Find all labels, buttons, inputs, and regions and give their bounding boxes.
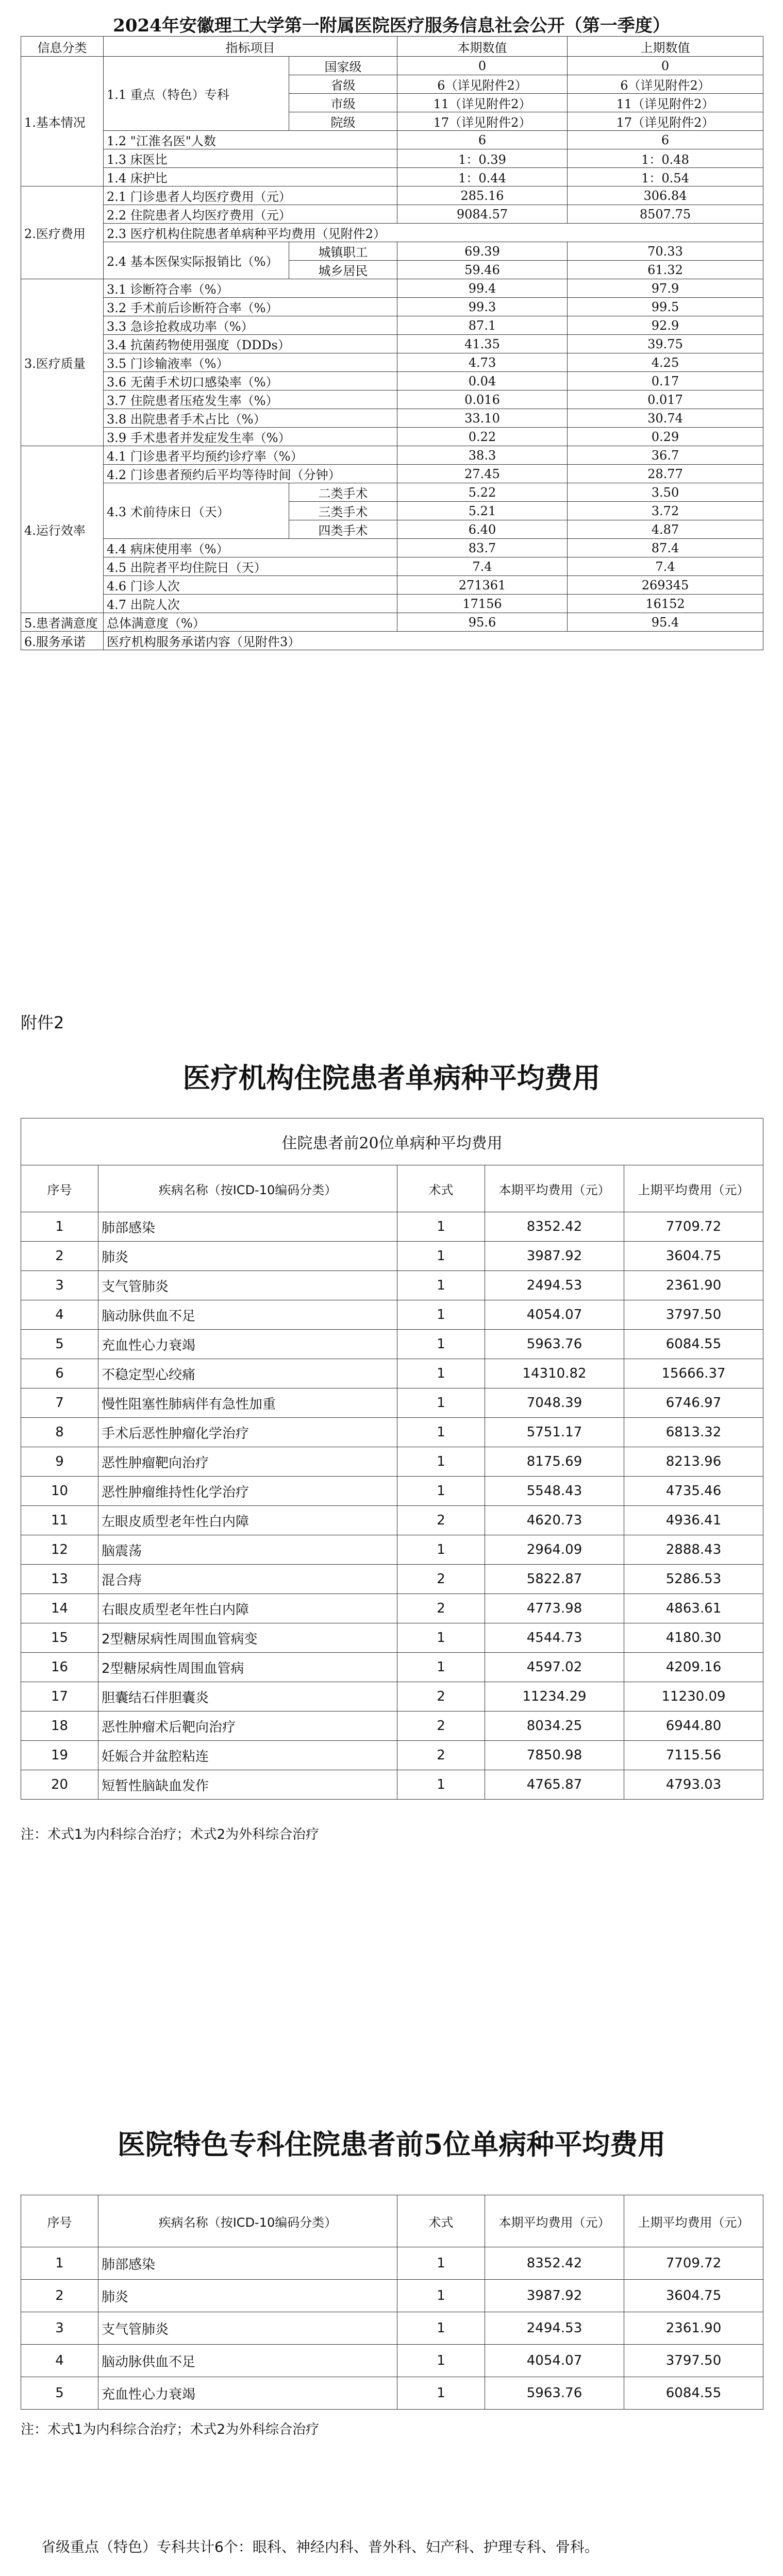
table-row [21,1477,763,1506]
table-cell: 充血性心力衰竭 [98,1330,397,1359]
table-cell: 16 [21,1653,98,1682]
current-value: 1：0.39 [397,149,568,168]
indicator-label: 1.3 床医比 [104,149,397,168]
indicator-sublabel: 院级 [289,112,397,131]
col-header: 序号 [21,2195,98,2247]
current-value: 0.04 [397,372,568,391]
indicator-label: 2.4 基本医保实际报销比（%） [104,242,289,279]
table-cell: 1 [397,1271,485,1300]
table-cell: 4054.07 [485,2345,624,2377]
table-cell: 5751.17 [485,1418,624,1447]
table-row [21,1565,763,1594]
table-cell: 支气管肺炎 [98,1271,397,1300]
table-cell: 脑动脉供血不足 [98,1300,397,1330]
current-value: 27.45 [397,465,568,483]
indicator-sublabel: 省级 [289,75,397,94]
header-previous: 上期数值 [568,37,763,57]
table-cell: 不稳定型心绞痛 [98,1359,397,1388]
top5-cost-table [21,2195,763,2410]
table-cell: 短暂性脑缺血发作 [98,1770,397,1800]
table-cell: 3 [21,1271,98,1300]
previous-value: 30.74 [568,409,763,428]
annex2-label: 附件2 [21,1013,64,1032]
indicator-sublabel: 三类手术 [289,502,397,520]
table-cell: 1 [397,1300,485,1330]
previous-value: 87.4 [568,539,763,557]
previous-value: 70.33 [568,242,763,261]
table-cell: 13 [21,1565,98,1594]
category-efficiency: 4.运行效率 [21,446,104,613]
col-header: 疾病名称（按ICD-10编码分类） [98,2195,397,2247]
current-value: 9084.57 [397,205,568,224]
table-cell: 1 [397,1212,485,1242]
table-cell: 手术后恶性肿瘤化学治疗 [98,1418,397,1447]
previous-value: 11（详见附件2） [568,94,763,112]
table-cell: 7048.39 [485,1388,624,1418]
indicator-label: 4.4 病床使用率（%） [104,539,397,557]
table-cell: 10 [21,1477,98,1506]
table-cell: 9 [21,1447,98,1477]
table-cell: 妊娠合并盆腔粘连 [98,1741,397,1770]
category-quality: 3.医疗质量 [21,279,104,446]
indicator-label: 3.5 门诊输液率（%） [104,353,397,372]
indicator-label: 4.1 门诊患者平均预约诊疗率（%） [104,446,397,465]
col-header: 术式 [397,1165,485,1212]
current-value: 38.3 [397,446,568,465]
col-header: 序号 [21,1165,98,1212]
table-cell: 8034.25 [485,1711,624,1741]
table-cell: 肺炎 [98,1242,397,1271]
table-cell: 2 [397,1594,485,1623]
previous-value: 17（详见附件2） [568,112,763,131]
table-cell: 2型糖尿病性周围血管病变 [98,1623,397,1653]
indicator-label: 4.6 门诊人次 [104,576,397,595]
indicator-label: 4.7 出院人次 [104,595,397,613]
table-cell: 慢性阻塞性肺病伴有急性加重 [98,1388,397,1418]
table-row [21,2280,763,2312]
table-cell: 12 [21,1535,98,1565]
current-value: 6 [397,131,568,149]
current-value: 17156 [397,595,568,613]
indicator-sublabel: 市级 [289,94,397,112]
table-note: 注：术式1为内科综合治疗；术式2为外科综合治疗 [21,1827,320,1842]
table-cell: 1 [21,1212,98,1242]
table-cell: 2 [397,1506,485,1535]
table-cell: 3604.75 [624,2280,763,2312]
table-cell: 8 [21,1418,98,1447]
table-cell: 8352.42 [485,1212,624,1242]
table-cell: 恶性肿瘤维持性化学治疗 [98,1477,397,1506]
indicator-label: 3.8 出院患者手术占比（%） [104,409,397,428]
table-cell: 1 [397,2312,485,2345]
current-value: 5.21 [397,502,568,520]
table-cell: 4735.46 [624,1477,763,1506]
indicator-label: 4.2 门诊患者预约后平均等待时间（分钟） [104,465,397,483]
previous-value: 6 [568,131,763,149]
table-cell: 1 [397,1623,485,1653]
previous-value: 97.9 [568,279,763,298]
table-subtitle: 住院患者前20位单病种平均费用 [21,1118,763,1165]
indicator-sublabel: 四类手术 [289,520,397,539]
table-row [21,1594,763,1623]
table-cell: 6746.97 [624,1388,763,1418]
table-cell: 2 [397,1565,485,1594]
indicator-sublabel: 二类手术 [289,483,397,502]
previous-value: 0.17 [568,372,763,391]
header-indicator: 指标项目 [104,37,397,57]
table-note: 注：术式1为内科综合治疗；术式2为外科综合治疗 [21,2422,320,2437]
current-value: 83.7 [397,539,568,557]
table-cell: 右眼皮质型老年性白内障 [98,1594,397,1623]
table-row [21,1447,763,1477]
table-cell: 2361.90 [624,1271,763,1300]
table-row [21,1359,763,1388]
header-category: 信息分类 [21,37,104,57]
previous-value: 28.77 [568,465,763,483]
table-cell: 3604.75 [624,1242,763,1271]
current-value: 11（详见附件2） [397,94,568,112]
category-cost: 2.医疗费用 [21,187,104,279]
table-cell: 6813.32 [624,1418,763,1447]
table-cell: 7709.72 [624,1212,763,1242]
indicator-label: 3.7 住院患者压疮发生率（%） [104,391,397,409]
table-cell: 11234.29 [485,1682,624,1711]
table-cell: 1 [397,1242,485,1271]
current-value: 4.73 [397,353,568,372]
previous-value: 39.75 [568,335,763,353]
category-basic: 1.基本情况 [21,57,104,187]
col-header: 上期平均费用（元） [624,2195,763,2247]
table-cell: 脑震荡 [98,1535,397,1565]
current-value: 99.4 [397,279,568,298]
previous-value: 4.87 [568,520,763,539]
previous-value: 16152 [568,595,763,613]
previous-value: 0.017 [568,391,763,409]
table-cell: 7850.98 [485,1741,624,1770]
table-cell: 14 [21,1594,98,1623]
col-header: 术式 [397,2195,485,2247]
table-row [21,1741,763,1770]
table-cell: 5 [21,1330,98,1359]
indicator-label: 2.1 门诊患者人均医疗费用（元） [104,187,397,205]
table-cell: 20 [21,1770,98,1800]
current-value: 5.22 [397,483,568,502]
table-row [21,1623,763,1653]
table-cell: 2 [21,2280,98,2312]
indicator-sublabel: 城乡居民 [289,261,397,279]
table-cell: 2494.53 [485,2312,624,2345]
current-value: 6（详见附件2） [397,75,568,94]
table-cell: 恶性肿瘤术后靶向治疗 [98,1711,397,1741]
table-cell: 1 [397,1477,485,1506]
top20-cost-table [21,1118,763,1800]
table-row [21,1506,763,1535]
table-cell: 2888.43 [624,1535,763,1565]
annex2-title: 医疗机构住院患者单病种平均费用 [182,1061,601,1094]
previous-value: 95.4 [568,613,763,632]
table-row [21,1300,763,1330]
table-cell: 5286.53 [624,1565,763,1594]
table-cell: 肺炎 [98,2280,397,2312]
table-cell: 1 [21,2247,98,2280]
table-row [21,1653,763,1682]
indicator-label: 1.1 重点（特色）专科 [104,57,289,131]
indicator-label: 3.1 诊断符合率（%） [104,279,397,298]
current-value: 7.4 [397,557,568,576]
previous-value: 269345 [568,576,763,595]
indicator-sublabel: 国家级 [289,57,397,75]
table-cell: 8175.69 [485,1447,624,1477]
table-cell: 4209.16 [624,1653,763,1682]
previous-value: 3.50 [568,483,763,502]
table-cell: 5963.76 [485,2377,624,2410]
current-value: 69.39 [397,242,568,261]
table-cell: 4793.03 [624,1770,763,1800]
col-header: 上期平均费用（元） [624,1165,763,1212]
table-cell: 1 [397,2280,485,2312]
table-cell: 1 [397,1418,485,1447]
table-row [21,1388,763,1418]
table-cell: 1 [397,1359,485,1388]
table-cell: 6944.80 [624,1711,763,1741]
table-cell: 脑动脉供血不足 [98,2345,397,2377]
previous-value: 3.72 [568,502,763,520]
table-cell: 5548.43 [485,1477,624,1506]
current-value: 0.22 [397,428,568,446]
table-cell: 6084.55 [624,2377,763,2410]
table-row [21,1682,763,1711]
table-cell: 混合痔 [98,1565,397,1594]
table-cell: 支气管肺炎 [98,2312,397,2345]
table-cell: 1 [397,2377,485,2410]
table-cell: 1 [397,1330,485,1359]
current-value: 0 [397,57,568,75]
table-cell: 7 [21,1388,98,1418]
table-row [21,2312,763,2345]
table-cell: 11230.09 [624,1682,763,1711]
table-cell: 4544.73 [485,1623,624,1653]
indicator-label: 2.2 住院患者人均医疗费用（元） [104,205,397,224]
previous-value: 61.32 [568,261,763,279]
table-row [21,2247,763,2280]
table-cell: 2 [397,1682,485,1711]
table-cell: 4597.02 [485,1653,624,1682]
provincial-specialty-text: 省级重点（特色）专科共计6个：眼科、神经内科、普外科、妇产科、护理专科、骨科。 [41,2538,599,2555]
col-header: 本期平均费用（元） [485,1165,624,1212]
table-cell: 1 [397,1388,485,1418]
table-cell: 4 [21,2345,98,2377]
previous-value: 36.7 [568,446,763,465]
table-cell: 肺部感染 [98,2247,397,2280]
current-value: 285.16 [397,187,568,205]
table-row [21,1271,763,1300]
table-cell: 8352.42 [485,2247,624,2280]
previous-value: 0 [568,57,763,75]
category-commitment: 6.服务承诺 [21,632,104,650]
table-row [21,1242,763,1271]
table-cell: 5822.87 [485,1565,624,1594]
current-value: 1：0.44 [397,168,568,187]
table-cell: 18 [21,1711,98,1741]
indicator-label: 3.6 无菌手术切口感染率（%） [104,372,397,391]
table-cell: 2964.09 [485,1535,624,1565]
indicator-label: 3.3 急诊抢救成功率（%） [104,316,397,335]
featured-specialty-title: 医院特色专科住院患者前5位单病种平均费用 [117,2128,666,2161]
table-cell: 5963.76 [485,1330,624,1359]
table-cell: 14310.82 [485,1359,624,1388]
table-cell: 2型糖尿病性周围血管病 [98,1653,397,1682]
indicator-label: 1.4 床护比 [104,168,397,187]
table-cell: 3797.50 [624,2345,763,2377]
current-value: 99.3 [397,298,568,316]
table-cell: 7115.56 [624,1741,763,1770]
table-cell: 4620.73 [485,1506,624,1535]
indicator-label: 3.9 手术患者并发症发生率（%） [104,428,397,446]
service-info-table [21,36,763,650]
col-header: 疾病名称（按ICD-10编码分类） [98,1165,397,1212]
table-cell: 左眼皮质型老年性白内障 [98,1506,397,1535]
indicator-label: 医疗机构服务承诺内容（见附件3） [104,632,763,650]
table-cell: 1 [397,1535,485,1565]
table-cell: 1 [397,1770,485,1800]
table-cell: 1 [397,2247,485,2280]
table-cell: 3 [21,2312,98,2345]
table-row [21,1418,763,1447]
table-cell: 5 [21,2377,98,2410]
header-current: 本期数值 [397,37,568,57]
table-cell: 11 [21,1506,98,1535]
table-cell: 1 [397,1653,485,1682]
table-cell: 2 [397,1711,485,1741]
previous-value: 6（详见附件2） [568,75,763,94]
table-cell: 3987.92 [485,2280,624,2312]
table-cell: 7709.72 [624,2247,763,2280]
indicator-sublabel: 城镇职工 [289,242,397,261]
table-cell: 4054.07 [485,1300,624,1330]
previous-value: 4.25 [568,353,763,372]
previous-value: 92.9 [568,316,763,335]
table-cell: 17 [21,1682,98,1711]
document-title: 2024年安徽理工大学第一附属医院医疗服务信息社会公开（第一季度） [113,15,670,36]
table-row [21,1711,763,1741]
previous-value: 1：0.48 [568,149,763,168]
table-cell: 4936.41 [624,1506,763,1535]
table-row [21,1535,763,1565]
table-cell: 4180.30 [624,1623,763,1653]
table-cell: 3797.50 [624,1300,763,1330]
table-row [21,1770,763,1800]
table-cell: 4773.98 [485,1594,624,1623]
current-value: 17（详见附件2） [397,112,568,131]
table-cell: 6084.55 [624,1330,763,1359]
indicator-label: 1.2 "江淮名医"人数 [104,131,397,149]
table-cell: 6 [21,1359,98,1388]
current-value: 87.1 [397,316,568,335]
table-cell: 2 [397,1741,485,1770]
table-cell: 15 [21,1623,98,1653]
current-value: 33.10 [397,409,568,428]
previous-value: 7.4 [568,557,763,576]
indicator-label: 3.4 抗菌药物使用强度（DDDs） [104,335,397,353]
previous-value: 1：0.54 [568,168,763,187]
table-row [21,1212,763,1242]
table-cell: 1 [397,2345,485,2377]
current-value: 6.40 [397,520,568,539]
table-cell: 8213.96 [624,1447,763,1477]
table-row [21,1330,763,1359]
col-header: 本期平均费用（元） [485,2195,624,2247]
previous-value: 99.5 [568,298,763,316]
table-row [21,2345,763,2377]
current-value: 271361 [397,576,568,595]
previous-value: 8507.75 [568,205,763,224]
table-cell: 4 [21,1300,98,1330]
previous-value: 306.84 [568,187,763,205]
category-satisfaction: 5.患者满意度 [21,613,104,632]
table-cell: 4863.61 [624,1594,763,1623]
current-value: 41.35 [397,335,568,353]
table-cell: 15666.37 [624,1359,763,1388]
indicator-label: 总体满意度（%） [104,613,397,632]
table-cell: 3987.92 [485,1242,624,1271]
table-row [21,2377,763,2410]
previous-value: 0.29 [568,428,763,446]
indicator-label: 3.2 手术前后诊断符合率（%） [104,298,397,316]
table-cell: 2 [21,1242,98,1271]
table-cell: 充血性心力衰竭 [98,2377,397,2410]
current-value: 0.016 [397,391,568,409]
table-cell: 2361.90 [624,2312,763,2345]
table-cell: 胆囊结石伴胆囊炎 [98,1682,397,1711]
indicator-label: 4.3 术前待床日（天） [104,483,289,539]
table-cell: 19 [21,1741,98,1770]
current-value: 95.6 [397,613,568,632]
table-cell: 1 [397,1447,485,1477]
table-cell: 2494.53 [485,1271,624,1300]
table-cell: 恶性肿瘤靶向治疗 [98,1447,397,1477]
indicator-label: 4.5 出院者平均住院日（天） [104,557,397,576]
table-cell: 4765.87 [485,1770,624,1800]
current-value: 59.46 [397,261,568,279]
indicator-label: 2.3 医疗机构住院患者单病种平均费用（见附件2） [104,224,763,242]
table-cell: 肺部感染 [98,1212,397,1242]
